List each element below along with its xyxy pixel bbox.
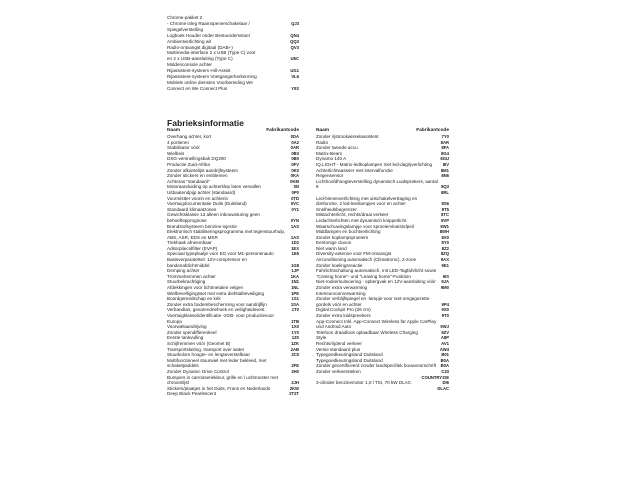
- option-name: Zonder verkeersteken: [316, 368, 361, 374]
- top-list: [167, 15, 299, 92]
- option-name: Transportsluiting, transport over water: [167, 346, 245, 352]
- option-code: 9JA: [441, 279, 449, 285]
- right-option-row: [316, 319, 449, 330]
- option-name: Lichthoofdhoogteverstelling dynamisch Luidsprekers, aantal 6: [316, 178, 438, 190]
- option-name: Voormistter voorin en achterin: [167, 195, 229, 201]
- option-name: Demping achter: [167, 268, 200, 274]
- option-code: 0K0: [291, 167, 299, 173]
- option-code: U5C: [290, 56, 299, 62]
- option-code: 2H0: [291, 368, 299, 374]
- option-name: Ledachterlichten met dynamisch knipperlicht: [316, 217, 407, 223]
- left-option-row: [167, 212, 299, 223]
- option-code: 2FE: [291, 363, 299, 369]
- option-code: 9T0: [441, 313, 449, 318]
- option-name: Dynamo 140 A: [316, 156, 347, 162]
- option-name: Voorwielaandrijving: [167, 324, 207, 330]
- option-code: 7Y0: [441, 134, 449, 139]
- option-name: Speciaal typeplaatje voor EG voor M1-personenauto: [167, 251, 274, 257]
- option-code: 8N6: [441, 173, 449, 179]
- option-code: 0VC: [290, 201, 299, 207]
- option-name: Ambientverlichting wit: [167, 38, 212, 44]
- option-name: - Chrome inleg Raamopenerschakelaar /: [167, 20, 250, 26]
- option-name: Zonder koplampsproeiers: [316, 234, 369, 240]
- option-name: Wielbeis: [167, 150, 185, 156]
- option-code: 2T2T: [289, 391, 299, 397]
- option-code: 1ZK: [291, 340, 299, 346]
- header-name: Naam: [167, 128, 181, 133]
- option-code: 8W1: [440, 223, 449, 229]
- left-column: [167, 128, 299, 397]
- option-name: Productie Zuid-Afrika: [167, 161, 210, 167]
- option-code: 9IS: [442, 273, 449, 279]
- option-name: Zonder extra luidspreekers: [316, 313, 371, 318]
- option-name: Elektronisch stabiliseringsprogramma met tegenstuurhulp, ABS, ASR, EDS en MSR: [167, 229, 286, 240]
- option-name: Middenconsole achter: [167, 62, 212, 68]
- option-code: DLAC: [437, 385, 449, 391]
- option-code: 1Y0: [291, 329, 299, 335]
- option-name: Stuurbekrachtiging: [167, 279, 206, 285]
- option-name: Trommelremmen achter: [167, 273, 216, 279]
- option-name: Niet-rookersuitvoering - opbergvak en 12V-aansluiting vóór: [316, 279, 436, 285]
- option-name: Zonder stickers en emblemen: [167, 173, 228, 179]
- option-name: Schijfremmen vóór (Geomet B): [167, 340, 231, 346]
- option-code: 0KA: [290, 173, 299, 179]
- option-name: Zonder koelingsreactie: [316, 262, 363, 268]
- option-code: 2KW: [289, 385, 299, 391]
- option-code: 8WH: [439, 229, 449, 235]
- option-code: 1X0: [291, 324, 299, 330]
- option-code: 1S1: [291, 296, 299, 302]
- left-option-row: [167, 375, 299, 386]
- option-name: Matrix-Beam: [316, 150, 343, 156]
- option-name: Digital Cockpit Pro (26 cm): [316, 307, 371, 313]
- option-name: Voertuigklasse/identificatie -2GB- voor productievoor Europa: [167, 313, 274, 324]
- option-code: 1EX: [291, 245, 299, 251]
- option-code: 8M1: [440, 167, 449, 173]
- option-code: 9ZV: [441, 329, 449, 335]
- option-code: 9E1: [441, 262, 449, 268]
- option-name: Brandstofsysteem benzine-injectie: [167, 223, 237, 229]
- option-name: Multifunctioneel stuurwiel met leder bekleed, met schakelpaddels: [167, 357, 267, 369]
- option-name: Chrome-pakket 2: [167, 15, 203, 20]
- header-code: Fabrikantcode: [266, 128, 299, 133]
- option-code: 9AX: [440, 257, 449, 263]
- option-name: Mobiele online diensten Voorbereiding We: [167, 79, 253, 85]
- left-option-row: [167, 313, 299, 324]
- option-code: 8X0: [441, 234, 449, 240]
- right-option-row: [316, 179, 449, 190]
- right-option-row: [316, 296, 449, 307]
- option-name: 3-cilinder benzinemotor 1,0 l TSI, 70 kW DLAC: [316, 380, 412, 386]
- option-code: 2JH: [291, 380, 299, 386]
- option-name: Zonder verblijfspiegel en -lampje voor niet-omgegezette gordels vóór en achter: [316, 296, 430, 307]
- option-name: Eerste tankvulling: [167, 335, 204, 341]
- option-name: Achteras "standaard": [167, 178, 211, 184]
- option-name: Wielbevelligingsset met extra diefstalbeveiliging: [167, 290, 265, 296]
- option-code: VL6: [291, 74, 299, 80]
- option-name: Mistachterlicht, rechts/draai verkeer: [316, 212, 389, 218]
- option-name: Snelheidsbegrenzer: [316, 206, 357, 212]
- option-code: 8TC: [441, 212, 449, 218]
- option-name: App-Connect Inkl. App-Connect Wireless für Apple CarPlay und Android Auto: [316, 318, 437, 330]
- option-code: 2AB: [290, 346, 299, 352]
- option-code: 1D2: [291, 240, 299, 246]
- option-code: 8VP: [441, 217, 449, 223]
- option-code: 1T0: [291, 307, 299, 313]
- option-code: AW4: [439, 346, 449, 352]
- option-name: Radio-ontvangst digitaal (DAB+): [167, 44, 233, 50]
- option-code: 2C5: [291, 352, 299, 358]
- option-name: Waarschuwingslampje voor sproeiervloeistofpeil: [316, 223, 414, 229]
- option-name: 4 portieren: [167, 139, 189, 145]
- option-name: Niet warm land: [316, 245, 347, 251]
- option-name: Basisverparatelsel: 12V-compressor en bandenafdichtmiddel: [167, 257, 247, 268]
- option-code: 0A2: [291, 139, 299, 145]
- option-name: Diversity-antenne voor FM-ontvangst: [316, 251, 392, 257]
- option-code: 1KA: [290, 273, 299, 279]
- option-name: Bumpers in carrosseriekleur, grille en l uchtrooster met chroomlijst: [167, 374, 279, 386]
- option-name: Zonder gecertificeerd zonder landspecifiek bouwvoorschrift: [316, 363, 437, 369]
- option-name: Multimedia-interface 2 x USB (Type C) voor: [167, 50, 256, 56]
- option-name: Radio: [316, 139, 329, 145]
- option-name: Zonder afkantelijst aandrijfsysteem: [167, 167, 238, 173]
- option-name: Standaard klimaatzones: [167, 206, 217, 212]
- option-name: Connect en We Connect Plus: [167, 85, 228, 91]
- option-name: Rijassistent-systeem Hill-Assist: [167, 68, 231, 74]
- option-name: Stickers/plaatjes in het Duits, Frans en Nederlands: [167, 385, 271, 391]
- option-code: QV3: [290, 44, 299, 50]
- option-code: 0DA: [290, 134, 299, 139]
- option-code: UG1: [290, 68, 299, 74]
- option-code: 9S0: [441, 307, 449, 313]
- option-name: Achterlichtwassser met intervalfunctie: [316, 167, 393, 173]
- option-code: 1JP: [291, 268, 299, 274]
- left-option-row: [167, 257, 299, 268]
- option-name: Zonder Dynamic Drive Control: [167, 368, 229, 374]
- option-code: DI6: [442, 380, 449, 386]
- option-code: 0TD: [291, 195, 299, 201]
- option-name: Style: [316, 335, 327, 341]
- option-code: 1PE: [291, 290, 299, 296]
- option-name: DSG-versnellingsbak DQ200: [167, 156, 226, 162]
- option-name: Logboek Houder onder Bestuurdersstoel: [167, 32, 250, 38]
- right-option-row: [316, 380, 449, 386]
- section-title: Fabrieksinformatie: [167, 118, 244, 128]
- option-code: 0Y1: [291, 206, 299, 212]
- option-code: 8Q3: [441, 184, 449, 190]
- option-name: Airconditioning automatisch (Climatronic), 2-zone: [316, 257, 417, 263]
- option-name: Typegoedkeuringsland Duitsland: [316, 352, 383, 358]
- option-code: 9P4: [441, 301, 449, 307]
- left-rows: [167, 134, 299, 397]
- option-code: 8S6: [441, 201, 449, 207]
- option-code: 8ZQ: [440, 251, 449, 257]
- option-code: 8G4: [441, 150, 449, 156]
- option-name: Adsorptiecolfilter (EVAP): [167, 245, 218, 251]
- option-code: C33: [441, 368, 449, 374]
- option-name: Typegoedkeuringsland Duitsland: [316, 357, 383, 363]
- option-code: 8Z2: [441, 245, 449, 251]
- option-code: 8Y0: [441, 240, 449, 246]
- option-name: Stabilisator vóór: [167, 145, 200, 151]
- right-option-row: [316, 268, 449, 279]
- option-code: A8P: [440, 335, 449, 341]
- option-code: 8AR: [440, 139, 449, 145]
- option-name: Uitbaatendpijp achter (standaard): [167, 189, 236, 195]
- option-code: 0P0: [291, 189, 299, 195]
- option-name: en 2 x USB-aansluiting (Type C): [167, 56, 233, 62]
- right-option-row: [316, 196, 449, 207]
- left-option-row: [167, 358, 299, 369]
- option-name: Eentonige claxon: [316, 240, 352, 246]
- option-name: Zonder tweede accu: [316, 145, 358, 151]
- option-code: B0A: [440, 357, 449, 363]
- option-code: AV1: [441, 340, 449, 346]
- option-name: Boordgereedschap en krik: [167, 296, 221, 302]
- option-code: 9M0: [440, 285, 449, 291]
- option-code: 8IV: [442, 161, 449, 167]
- option-code: QN4: [290, 32, 299, 38]
- option-code: 1Z0: [291, 335, 299, 341]
- option-name: Verbandtas, gevarendriehoek en veiligheidsvest: [167, 307, 265, 313]
- option-name: Zonder extra bodembescherming voor aandrijflijn: [167, 301, 267, 307]
- option-code: 1NL: [291, 285, 299, 291]
- option-code: 1E5: [291, 251, 299, 257]
- option-code: 0B0: [291, 156, 299, 162]
- option-code: 0FV: [291, 161, 299, 167]
- option-name: IQ.LIGHT - Matrix-ledkoplampen met led-dagrijverlichting: [316, 161, 433, 167]
- option-name: Telefoon draadloos oplaadbaar Wireless Charging: [316, 329, 418, 335]
- option-name: Gewichtsklasse 13 alleen inbouwsturing geen behoeftepprognose: [167, 212, 260, 223]
- option-name: Motoraanduiding op achterklep laten vervallen: [167, 184, 261, 190]
- option-code: 1TB: [291, 318, 299, 324]
- option-name: Zonder rijstrookwisselassistent: [316, 134, 379, 139]
- left-option-row: [167, 391, 299, 397]
- option-code: 8FA: [441, 145, 449, 151]
- right-option-row: [316, 386, 449, 392]
- option-name: Middlampen en bochtverlichting: [316, 229, 381, 235]
- option-name: Deep Black Pearlescent: [167, 391, 217, 397]
- option-name: Voertuigdocumentatie Duits (Duitsland): [167, 201, 247, 207]
- option-code: QJ3: [291, 20, 299, 26]
- option-code: 8RL: [441, 189, 449, 195]
- option-name: Zonder extra verwarming: [316, 285, 368, 291]
- header-name: Naam: [316, 128, 330, 133]
- option-code: 0KM: [290, 178, 299, 184]
- option-name: Versie standaard plus: [316, 346, 361, 352]
- option-code: 0B3: [291, 150, 299, 156]
- option-name: Overhang achter, kort: [167, 134, 212, 139]
- header-code: Fabrikantcode: [416, 128, 449, 133]
- top-list-row: [167, 86, 299, 92]
- option-code: B01: [441, 352, 449, 358]
- option-code: COUNTRY:DE: [421, 374, 449, 380]
- option-name: Afdekkingen voor lichtmetalen velgen: [167, 285, 244, 291]
- option-code: B0A: [440, 363, 449, 369]
- option-name: Zonder spendifferentieel: [167, 329, 217, 335]
- option-code: 1SA: [290, 301, 299, 307]
- option-code: 0AR: [290, 145, 299, 151]
- option-name: Fahrlichtschaltung automatisch, mit LED-Tagfahrlicht sowie "Coming home"- und "Leaving home"-Funktion: [316, 268, 437, 279]
- option-name: Rijassistent-systeem Voetgangerherkenning: [167, 74, 257, 80]
- left-option-row: [167, 229, 299, 240]
- option-code: 8T5: [441, 206, 449, 212]
- option-name: Regensensor: [316, 173, 344, 179]
- option-code: QQ3: [290, 38, 299, 44]
- option-name: Spiegelverstelling: [167, 26, 204, 32]
- option-name: Trekhaak afneembaar: [167, 240, 212, 246]
- option-code: 1N1: [291, 279, 299, 285]
- option-name: Interieurvoorverwarming: [316, 290, 366, 296]
- option-code: 1AS: [290, 223, 299, 229]
- option-name: Stuurkolom hoogte- en lengteverstelbaar: [167, 352, 250, 358]
- option-code: 8GU: [440, 156, 449, 162]
- option-name: Led-binnenverlichting met uitschakelvertraging en dimfunctie, 2 led-leeslampjes voor en achter: [316, 195, 418, 207]
- option-code: 1G8: [291, 262, 299, 268]
- option-name: Rechts/rijdend verkeer: [316, 340, 362, 346]
- option-code: Y0S: [291, 85, 299, 91]
- option-code: 0N: [293, 184, 299, 190]
- option-code: 9WJ: [440, 324, 449, 330]
- right-rows: [316, 134, 449, 391]
- option-code: 1AS: [290, 234, 299, 240]
- option-code: 0YN: [290, 217, 299, 223]
- right-column: [316, 128, 449, 391]
